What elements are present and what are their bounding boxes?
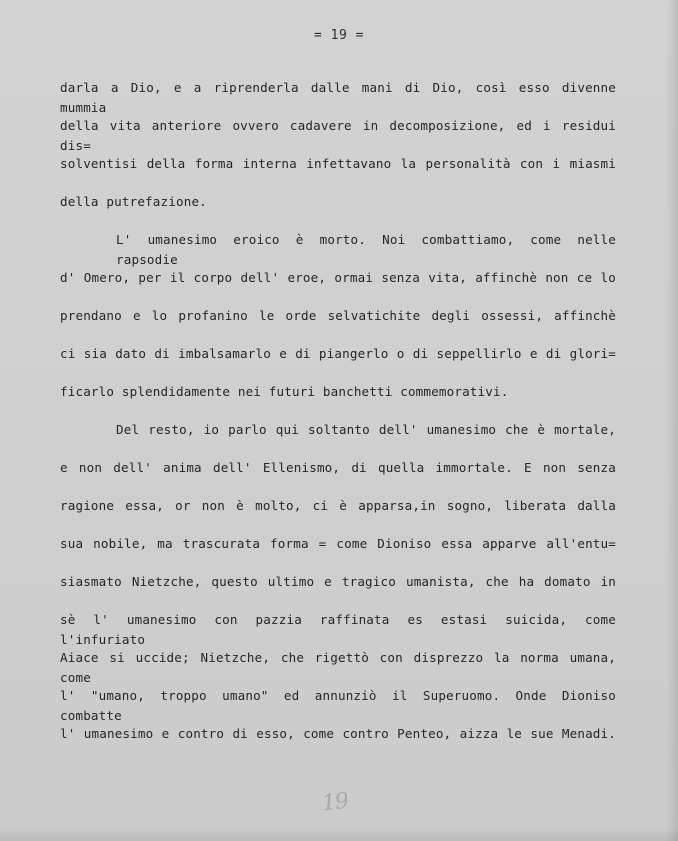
text-line: sè l' umanesimo con pazzia raffinata es estasi suicida, come l'infuriato <box>60 612 616 647</box>
text-line: sua nobile, ma trascurata forma = come Dioniso essa apparve all'entu= <box>60 536 616 551</box>
text-line: siasmato Nietzche, questo ultimo e tragico umanista, che ha domato in <box>60 574 616 589</box>
text-line: L' umanesimo eroico è morto. Noi combattiamo, come nelle rapsodie <box>116 232 616 267</box>
page-number: = 19 = <box>314 28 364 43</box>
page-bottom-shadow <box>0 827 678 841</box>
text-line: ci sia dato di imbalsamarlo e di piangerlo o di seppellirlo e di glori= <box>60 346 616 361</box>
text-line: prendano e lo profanino le orde selvatichite degli ossessi, affinchè <box>60 308 616 323</box>
text-line: d' Omero, per il corpo dell' eroe, ormai senza vita, affinchè non ce lo <box>60 270 616 285</box>
text-line: l' "umano, troppo umano" ed annunziò il Superuomo. Onde Dioniso combatte <box>60 688 616 723</box>
text-line: della putrefazione. <box>60 194 207 209</box>
page-edge-shadow <box>666 0 678 841</box>
text-line: Del resto, io parlo qui soltanto dell' umanesimo che è mortale, <box>116 422 616 437</box>
text-line: darla a Dio, e a riprenderla dalle mani di Dio, così esso divenne mummia <box>60 80 616 115</box>
text-line: l' umanesimo e contro di esso, come contro Penteo, aizza le sue Menadi. <box>60 726 616 741</box>
text-line: solventisi della forma interna infettavano la personalità con i miasmi <box>60 156 616 171</box>
text-line: della vita anteriore ovvero cadavere in decomposizione, ed i residui dis= <box>60 118 616 153</box>
body-text <box>60 78 616 762</box>
text-line: ragione essa, or non è molto, ci è apparsa,in sogno, liberata dalla <box>60 498 616 513</box>
pencil-page-mark: 19 <box>320 788 350 817</box>
text-line: ficarlo splendidamente nei futuri banchetti commemorativi. <box>60 384 509 399</box>
text-line: Aiace si uccide; Nietzche, che rigettò con disprezzo la norma umana, come <box>60 650 616 685</box>
text-line: e non dell' anima dell' Ellenismo, di quella immortale. E non senza <box>60 460 616 475</box>
